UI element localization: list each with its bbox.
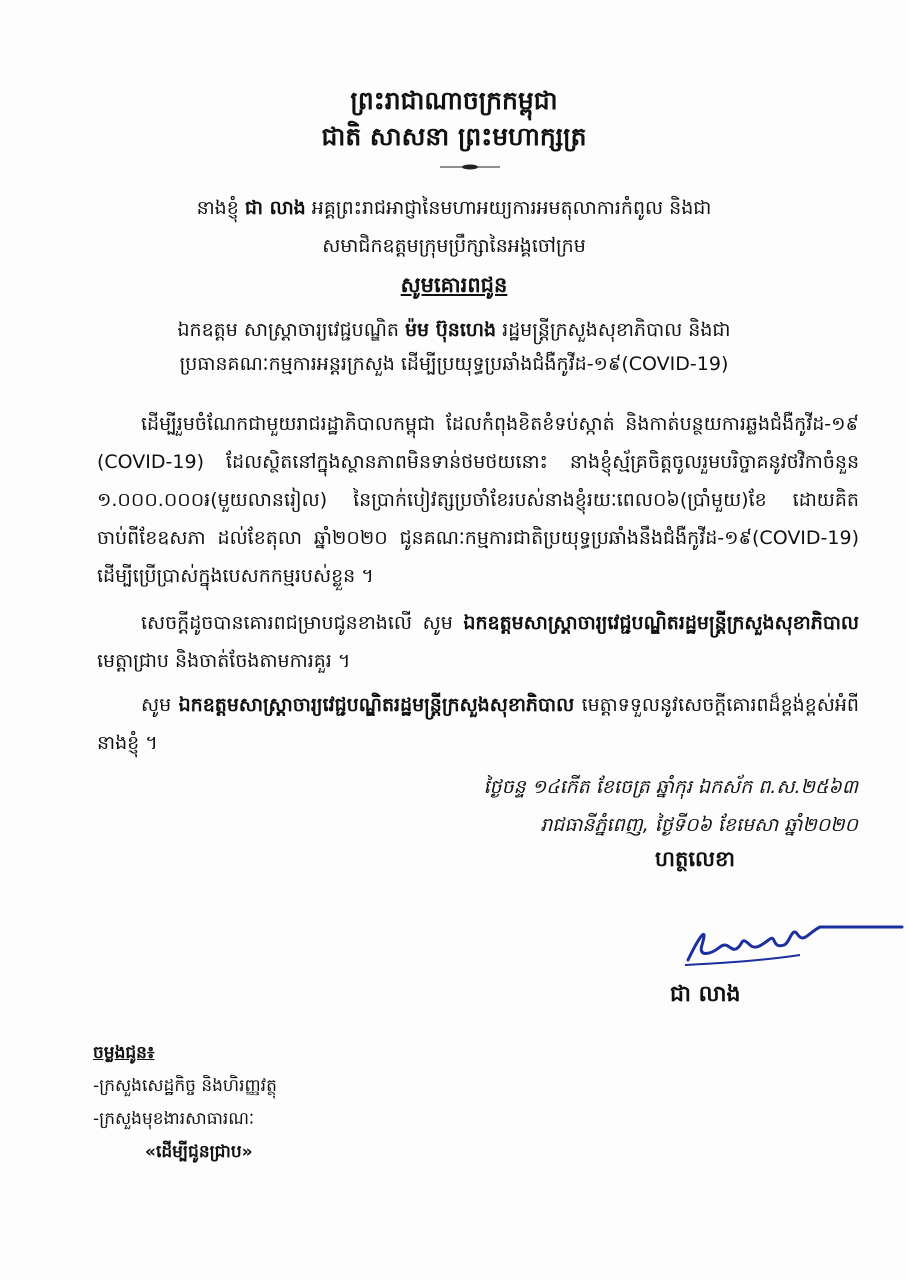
cc-note: «ដើម្បីជូនជ្រាប» [145,1142,253,1162]
para2-prefix: សេចក្ដីដូចបានគោរពជម្រាបជូនខាងលើ សូម [141,612,453,634]
body-paragraph-3 [97,686,859,762]
para2-recipient: ឯកឧត្តមសាស្ត្រាចារ្យវេជ្ជបណ្ឌិតរដ្ឋមន្ត្រីក្រសួងសុខាភិបាល [463,612,860,634]
sender-line-2: សមាជិកឧត្តមក្រុមប្រឹក្សានៃអង្គចៅក្រម [322,235,586,257]
date-block [484,768,859,844]
body-paragraph-1: ដើម្បីរួមចំណែកជាមួយរាជរដ្ឋាភិបាលកម្ពុជា ដែលកំពុងខិតខំទប់ស្កាត់ និងកាត់បន្ថយការឆ្លងជំងឺកូវីដ-១៩ (COVID-19) ដែលស្ថិតនៅក្នុងស្ថានភាពមិនទាន់ថមថយនោះ នាងខ្ញុំស្ម័គ្រចិត្តចូលរួមបរិច្ចាគនូវថវិកាចំនួន ១.០០០.០០០៛(មួយលានរៀល) នៃប្រាក់បៀវត្សប្រចាំខែរបស់នាងខ្ញុំរយៈពេល០៦(ប្រាំមួយ)ខែ ដោយគិតចាប់ពីខែឧសភា ដល់ខែតុលា ឆ្នាំ២០២០ ជូនគណៈកម្មការជាតិប្រយុទ្ធប្រឆាំងនឹងជំងឺកូវីដ-១៩(COVID-19) ដើម្បីប្រើប្រាស់ក្នុងបេសកកម្មរបស់ខ្លួន ។ [97,413,859,587]
ornament-divider [440,163,500,171]
lunar-date: ថ្ងៃចន្ទ ១៤កើត ខែចេត្រ ឆ្នាំកុរ ឯកស័ក ព.ស.២៥៦៣ [483,776,858,798]
greeting [0,272,908,303]
recipient-prefix: ឯកឧត្តម សាស្ត្រាចារ្យវេជ្ជបណ្ឌិត [177,319,399,341]
cc-block [93,1037,277,1169]
recipient-title: រដ្ឋមន្ត្រីក្រសួងសុខាភិបាល និងជា [502,319,731,341]
greeting-text: សូមគោរពជូន [400,273,508,297]
solar-date: រាជធានីភ្នំពេញ, ថ្ងៃទី០៦ ខែមេសា ឆ្នាំ២០២០ [540,814,858,836]
sender-prefix: នាងខ្ញុំ [196,197,239,219]
recipient-name: ម៉ម ប៊ុនហេង [405,319,497,341]
recipient-line-1 [0,312,908,348]
sender-name: ជា លាង [244,197,306,219]
signature-title: ហត្ថលេខា [655,847,735,871]
sender-title: អគ្គព្រះរាជអាជ្ញានៃមហាអយ្យការអមតុលាការកំពូល និងជា [311,197,712,219]
cc-heading: ចម្លងជូន៖ [93,1043,155,1063]
body-paragraph-2 [97,604,859,680]
para3-suffix: មេត្តាទទួលនូវសេចក្ដីគោរពដ៏ខ្ពង់ខ្ពស់អំពីនាងខ្ញុំ ។ [97,694,859,754]
cc-item: -ក្រសួងមុខងារសាធារណៈ [93,1109,255,1129]
signer-name: ជា លាង [670,982,741,1007]
kingdom-heading: ព្រះរាជាណាចក្រកម្ពុជា [350,86,558,115]
recipient-line-2: ប្រធានគណៈកម្មការអន្តរក្រសួង ដើម្បីប្រយុទ្ធប្រឆាំងជំងឺកូវីដ-១៩(COVID-19) [179,353,729,375]
para2-suffix: មេត្តាជ្រាប និងចាត់ចែងតាមការគួរ ។ [97,650,351,672]
motto-heading: ជាតិ សាសនា ព្រះមហាក្សត្រ [321,122,587,151]
sender-line-1 [0,190,908,226]
cc-item: -ក្រសួងសេដ្ឋកិច្ច និងហិរញ្ញវត្ថុ [93,1076,277,1096]
handwritten-signature [680,905,905,975]
para3-recipient: ឯកឧត្តមសាស្ត្រាចារ្យវេជ្ជបណ្ឌិតរដ្ឋមន្ត្រីក្រសួងសុខាភិបាល [178,694,575,716]
para3-prefix: សូម [141,694,172,716]
